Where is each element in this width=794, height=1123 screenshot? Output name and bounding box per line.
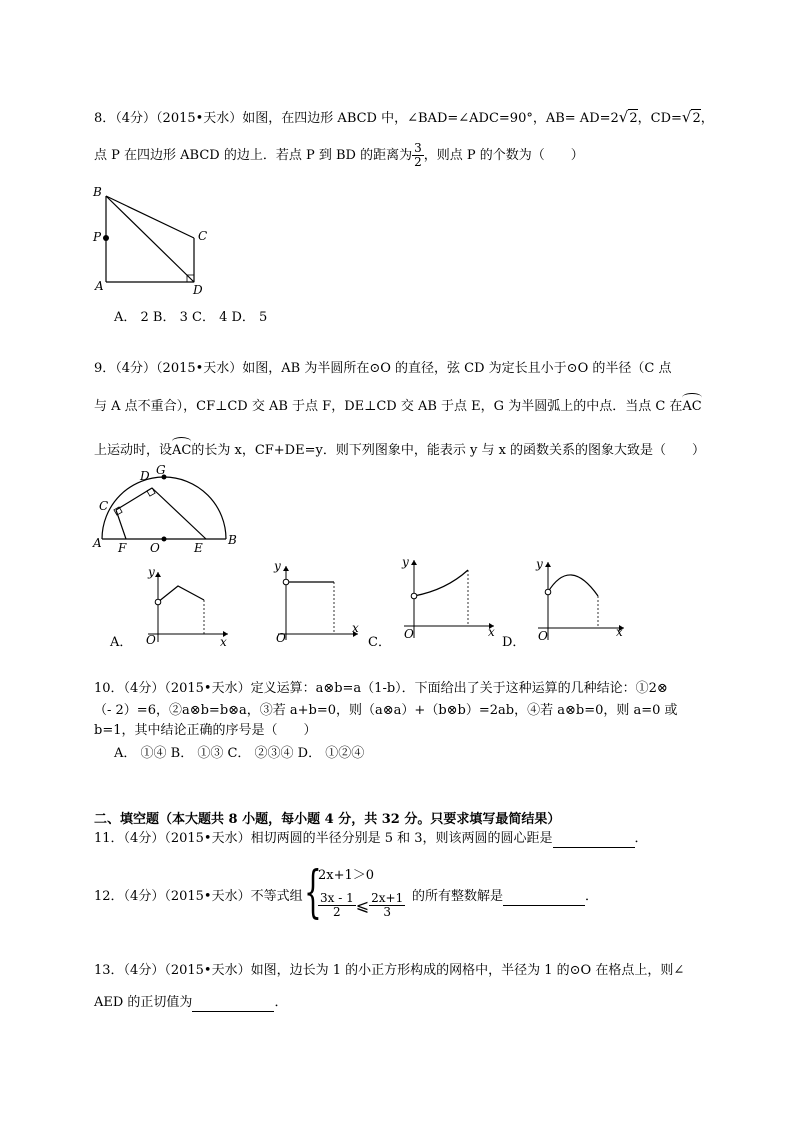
q10-options: A． ①④ B． ①③ C． ②③④ D． ①②④ — [114, 746, 365, 761]
q9-semicircle-figure — [90, 464, 240, 552]
q8-line2: 点 P 在四边形 ABCD 的边上．若点 P 到 BD 的距离为 $\frac{3}{2}$ ，则点 P 的个数为（ ） — [94, 141, 584, 169]
q9-option-a-label: A． — [110, 635, 133, 650]
q9-option-c-label: C． — [368, 635, 391, 650]
q10-line3: b=1，其中结论正确的序号是（ ） — [94, 723, 317, 738]
axis-y: y — [402, 555, 409, 569]
label-o: O — [150, 541, 160, 552]
section-title: 二、填空题（本大题共 8 小题，每小题 4 分，共 32 分。只要求填写最简结果） — [94, 812, 561, 827]
answer-blank — [503, 893, 585, 906]
q10-line1: 10．（4分）（2015•天水）定义运算：a⊗b=a（1-b）．下面给出了关于这种运算的几种结论：①2⊗ — [94, 681, 668, 696]
q9-line2: 与 A 点不重合），CF⊥CD 交 AB 于点 F，DE⊥CD 交 AB 于点 E，G 为半圆弧上的中点．当点 C 在AC — [94, 399, 702, 414]
label-e: E — [194, 541, 203, 552]
q11-line: 11．（4分）（2015•天水）相切两圆的半径分别是 5 和 3，则该两圆的圆心距是 ． — [94, 831, 648, 846]
q12-line: 12．（4分）（2015•天水）不等式组 — [94, 889, 303, 904]
graph-c — [396, 554, 500, 644]
q8-quadrilateral-figure — [90, 184, 210, 296]
q9-line3: 上运动时，设AC的长为 x，CF+DE=y．则下列图象中，能表示 y 与 x 的函数关系的图象大致是（ ） — [94, 443, 706, 458]
label-p: P — [93, 230, 102, 244]
origin: O — [538, 629, 548, 643]
origin: O — [404, 627, 414, 641]
answer-blank — [192, 999, 274, 1012]
label-c: C — [99, 499, 109, 513]
axis-y: y — [274, 559, 281, 573]
left-brace: { — [304, 860, 322, 925]
label-d: D — [193, 283, 203, 296]
label-f: F — [118, 541, 127, 552]
fraction: $\frac{3}{2}$ — [414, 141, 422, 169]
label-a: A — [95, 279, 104, 293]
q12-tail: 的所有整数解是 ． — [412, 889, 599, 904]
fraction: $\frac{3x - 1}{2}$ — [320, 891, 354, 919]
origin: O — [276, 631, 286, 644]
label-b: B — [93, 185, 102, 199]
axis-x: x — [616, 625, 623, 639]
label-b: B — [228, 533, 237, 547]
inequality-system — [304, 860, 424, 930]
graph-b — [264, 556, 364, 644]
graph-a — [138, 564, 234, 646]
sqrt-value: 2 — [692, 111, 701, 126]
q8-options: A． 2 B． 3 C． 4 D． 5 — [114, 310, 268, 325]
axis-y: y — [536, 557, 543, 571]
q9-option-d-label: D． — [502, 635, 526, 650]
sqrt-value: 2 — [629, 111, 638, 126]
axis-x: x — [352, 621, 359, 635]
inequality-1: 2x+1＞0 — [318, 868, 375, 883]
q8-line1: 8．（4分）（2015•天水）如图，在四边形 ABCD 中，∠BAD=∠ADC=90°，AB= AD=2√2，CD=√2， — [94, 108, 714, 126]
inequality-2: $\frac{3x - 1}{2}$ ⩽ $\frac{2x+1}{3}$ — [320, 891, 404, 919]
arc-ac: AC — [682, 399, 702, 414]
q13-line1: 13．（4分）（2015•天水）如图，边长为 1 的小正方形构成的网格中，半径为 1 的⊙O 在格点上，则∠ — [94, 963, 685, 978]
fraction: $\frac{2x+1}{3}$ — [371, 891, 404, 919]
label-d: D — [140, 469, 150, 483]
q10-line2: （- 2）=6，②a⊗b=b⊗a，③若 a+b=0，则（a⊗a）+（b⊗b）=2ab，④若 a⊗b=0，则 a=0 或 — [94, 703, 678, 718]
axis-x: x — [488, 625, 495, 639]
answer-blank — [553, 835, 635, 848]
axis-y: y — [148, 565, 155, 579]
arc-ac: AC — [172, 443, 192, 458]
origin: O — [146, 633, 156, 646]
label-a: A — [93, 536, 102, 550]
label-c: C — [198, 229, 208, 243]
q13-line2: AED 的正切值为 ． — [94, 995, 288, 1010]
graph-d — [530, 556, 630, 646]
label-g: G — [156, 464, 166, 477]
q9-line1: 9．（4分）（2015•天水）如图，AB 为半圆所在⊙O 的直径，弦 CD 为定长且小于⊙O 的半径（C 点 — [94, 361, 672, 376]
axis-x: x — [220, 635, 227, 646]
